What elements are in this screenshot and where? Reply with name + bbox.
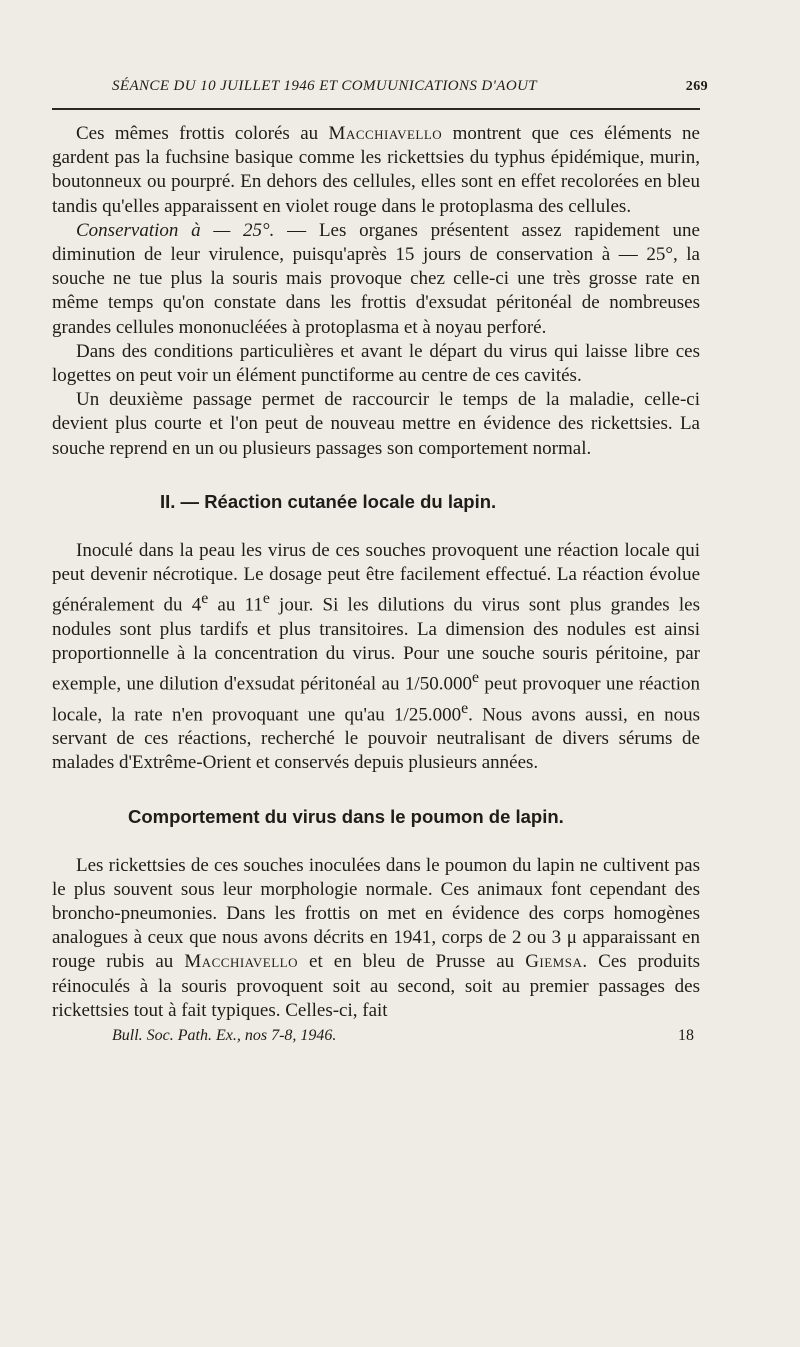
p5-text-e: . Nous avons aussi, en nous servant de ces réactions, recherché le pouvoir neutralisant de divers sérums de malades d'Extrême-Orient et conservés depuis plusieurs années. bbox=[52, 704, 700, 774]
paragraph-conservation bbox=[52, 219, 700, 340]
p5-superscript: e bbox=[471, 669, 479, 687]
p6-text-a: Les rickettsies de ces souches inoculées dans le poumon du lapin ne cultivent pas le plus souvent sous leur morphologie normale. Ces animaux font cependant des broncho-pneumonies. Dans les frottis on met en évidence des corps homogènes analogues à ceux que nous avons décrits en 1941, corps de 2 ou 3 μ apparaissant en rouge rubis au bbox=[52, 854, 700, 973]
section-heading-comportement-poumon: Comportement du virus dans le poumon de lapin. bbox=[128, 805, 564, 827]
signature-mark: 18 bbox=[678, 1027, 694, 1045]
p5-superscript: e bbox=[201, 590, 209, 608]
paragraph-deuxieme-passage: Un deuxième passage permet de raccourcir le temps de la maladie, celle-ci devient plus courte et l'on peut de nouveau mettre en évidence des rickettsies. La souche reprend en un ou plusieurs passages son comportement normal. bbox=[52, 389, 700, 459]
section-heading-reaction-cutanee: II. — Réaction cutanée locale du lapin. bbox=[160, 490, 497, 512]
p5-text-d: peut provoquer une réaction locale, la rate n'en provoquant une qu'au 1/25.000 bbox=[52, 673, 701, 726]
page-number: 269 bbox=[685, 79, 708, 94]
p1-text-b: montrent que ces éléments ne gardent pas la fuchsine basique comme les rickettsies du typhus épidémique, murin, boutonneux ou pourpré. En dehors des cellules, elles sont en effet recolorées en bleu tandis qu'elles apparaissent en violet rouge dans le protoplasma des cellules. bbox=[52, 123, 700, 217]
p6-text-b: et en bleu de Prusse au bbox=[298, 951, 526, 973]
p5-text-b: au 11 bbox=[208, 594, 263, 616]
author-name-giemsa: Giemsa bbox=[525, 951, 583, 973]
p6-text-c: . Ces produits réinoculés à la souris provoquent soit au second, soit au premier passages des rickettsies tout à fait typiques. Celles-ci, fait bbox=[52, 951, 700, 1021]
p5-superscript: e bbox=[262, 590, 270, 608]
running-head bbox=[52, 78, 708, 102]
paragraph-frottis-colores bbox=[52, 122, 700, 219]
paragraph-conditions: Dans des conditions particulières et avant le départ du virus qui laisse libre ces logettes on peut voir un élément punctiforme au centre de ces cavités. bbox=[52, 340, 700, 387]
conservation-subheading: Conservation à — 25°. bbox=[76, 219, 275, 241]
author-name-macchiavello: Macchiavello bbox=[328, 123, 443, 144]
p1-text-a: Ces mêmes frottis colorés au bbox=[76, 123, 329, 144]
author-name-macchiavello: Macchiavello bbox=[184, 951, 298, 973]
header-rule bbox=[52, 108, 700, 110]
page-footer bbox=[52, 1027, 700, 1045]
p5-text-c: jour. Si les dilutions du virus sont plus grandes les nodules sont plus tardifs et plus transitoires. La dimension des nodules est ainsi proportionnelle à la concentration du virus. Pour une souche souris péritoine, par exemple, une dilution d'exsudat péritonéal au 1/50.000 bbox=[52, 594, 700, 695]
p5-text-a: Inoculé dans la peau les virus de ces souches provoquent une réaction locale qui peut devenir nécrotique. Le dosage peut être facilement effectué. La réaction évolue généralement du 4 bbox=[52, 539, 700, 616]
paragraph-poumon-lapin bbox=[52, 854, 700, 1023]
p5-superscript: e bbox=[461, 699, 469, 717]
paragraph-reaction-locale bbox=[52, 539, 700, 776]
journal-citation: Bull. Soc. Path. Ex., nos 7-8, 1946. bbox=[112, 1027, 337, 1045]
running-title: SÉANCE DU 10 JUILLET 1946 ET COMUUNICATIONS D'AOUT bbox=[112, 78, 538, 94]
p2-text: — Les organes présentent assez rapidement une diminution de leur virulence, puisqu'après 15 jours de conservation à — 25°, la souche ne tue plus la souris mais provoque chez celle-ci une très grosse rate en même temps qu'on constate dans les frottis d'exsudat péritonéal de nombreuses grandes cellules mononucléées à protoplasma et à noyau perforé. bbox=[52, 219, 700, 338]
